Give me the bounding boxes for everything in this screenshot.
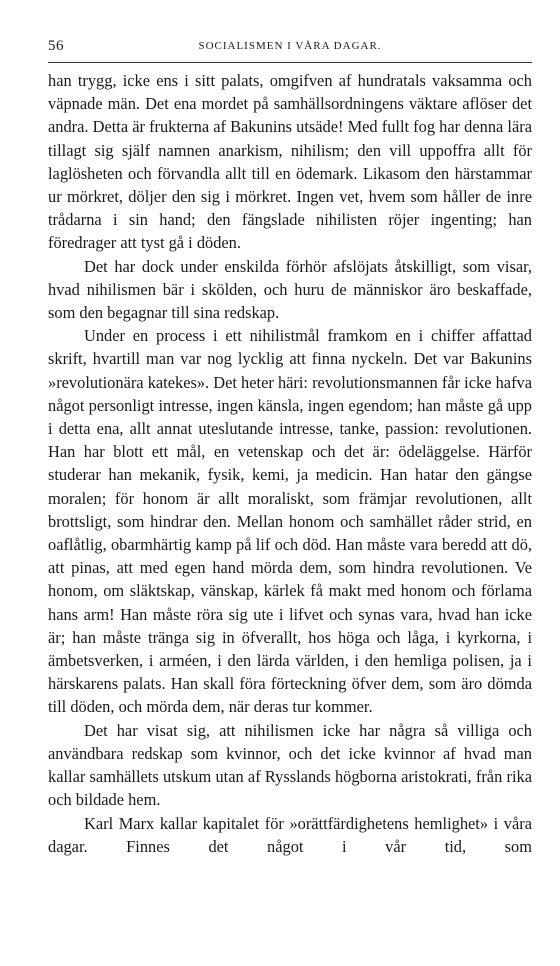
paragraph: Karl Marx kallar kapitalet för »orättfärdighetens hemlighet» i våra dagar. Finnes det något i vår tid, som [48,813,532,856]
running-head [48,36,532,58]
paragraph: han trygg, icke ens i sitt palats, omgifven af hundratals vaksamma och väpnade män. Det ena mordet på samhällsordningens väktare aflöser det andra. Detta är frukterna af Bakunins utsäde! Med fullt fog har denna lära tillagt sig själf namnen anarkism, nihilism; den vill uppoffra allt för laglösheten och förvandla allt till en ödemark. Likasom den härstammar ur mörkret, döljer den sig i mörkret. Ingen vet, hvem som håller de inre trådarna i sin hand; den fängslade nihilisten röjer ingenting; han föredrager att tyst gå i döden. [48,71,532,253]
page-number: 56 [48,38,64,54]
running-title: SOCIALISMEN I VÅRA DAGAR. [198,40,382,52]
book-page [48,36,532,858]
paragraph: Det har dock under enskilda förhör afslöjats åtskilligt, som visar, hvad nihilismen bär i skölden, och huru de människor äro beskaffade, som den begagnar till sina redskap. [48,256,532,323]
paragraph: Det har visat sig, att nihilismen icke har några så villiga och användbara redskap som kvinnor, och det icke kvinnor af hvad man kallar samhällets utskum utan af Rysslands högborna aristokrati, från rika och bildade hem. [48,720,532,810]
body-text [48,69,532,858]
header-rule [48,62,532,63]
paragraph: Under en process i ett nihilistmål framkom en i chiffer affattad skrift, hvartill man var nog lycklig att finna nyckeln. Det var Bakunins »revolutionära katekes». Det heter häri: revolutionsmannen får icke hafva något personligt intresse, ingen känsla, ingen egendom; han måste gå upp i detta ena, allt annat uteslutande intresse, tanke, passion: revolutionen. Han har blott ett mål, en vetenskap och det är: ödeläggelse. Härför studerar han mekanik, fysik, kemi, ja medicin. Han hatar den gängse moralen; för honom är allt moraliskt, som främjar revolutionen, allt brottsligt, som hindrar den. Mellan honom och samhället råder strid, en oaflåtlig, obarmhärtig kamp på lif och död. Han måste vara beredd att dö, att pinas, att med egen hand mörda dem, som hindra revolutionen. Ve honom, om släktskap, vänskap, kärlek få makt med honom och förlama hans arm! Han måste röra sig ute i lifvet och synas vara, hvad han icke är; han måste tränga sig in öfverallt, hos höga och låga, i kyrkorna, i ämbetsverken, i arméen, i den lärda världen, i den hemliga polisen, ja i härskarens palats. Han skall föra förteckning öfver dem, som äro dömda till döden, och mörda dem, när deras tur kommer. [48,326,532,717]
